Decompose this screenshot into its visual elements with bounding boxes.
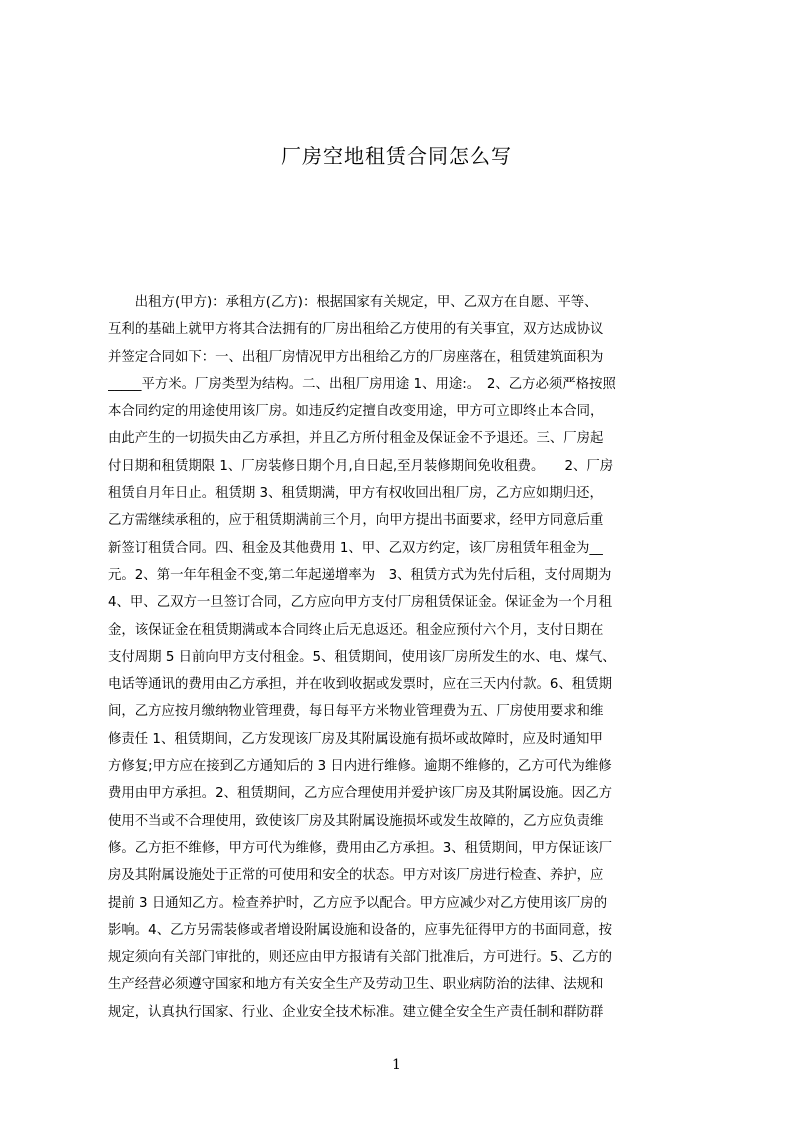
body-line: 出租方(甲方)：承租方(乙方)：根据国家有关规定，甲、乙双方在自愿、平等、: [108, 295, 598, 310]
body-line: 租赁自月年日止。租赁期 3、租赁期满，甲方有权收回出租厂房，乙方应如期归还，: [108, 486, 603, 502]
document-title: 厂房空地租赁合同怎么写: [281, 144, 512, 168]
body-line: 规定须向有关部门审批的，则还应由甲方报请有关部门批准后，方可进行。5、乙方的: [108, 950, 612, 966]
body-line: 电话等通讯的费用由乙方承担，并在收到收据或发票时，应在三天内付款。6、租赁期: [108, 677, 612, 693]
body-line: 由此产生的一切损失由乙方承担，并且乙方所付租金及保证金不予退还。三、厂房起: [108, 431, 604, 447]
body-line: _____平方米。厂房类型为结构。二、出租厂房用途 1、用途:。 2、乙方必须严格按照: [108, 376, 616, 392]
body-line: 新签订租赁合同。四、租金及其他费用 1、甲、乙双方约定，该厂房租赁年租金为__: [108, 540, 603, 556]
body-line: 金，该保证金在租赁期满或本合同终止后无息返还。租金应预付六个月，支付日期在: [108, 622, 604, 638]
body-line: 本合同约定的用途使用该厂房。如违反约定擅自改变用途，甲方可立即终止本合同，: [108, 404, 604, 420]
body-line: 间，乙方应按月缴纳物业管理费，每日每平方米物业管理费为五、厂房使用要求和维: [108, 704, 604, 720]
page-number: 1: [392, 1057, 401, 1073]
body-line: 影响。4、乙方另需装修或者增设附属设施和设备的，应事先征得甲方的书面同意，按: [108, 922, 612, 938]
body-line: 修责任 1、租赁期间，乙方发现该厂房及其附属设施有损坏或故障时，应及时通知甲: [108, 731, 603, 747]
body-line: 支付周期 5 日前向甲方支付租金。5、租赁期间，使用该厂房所发生的水、电、煤气、: [108, 649, 616, 665]
body-line: 互利的基础上就甲方将其合法拥有的厂房出租给乙方使用的有关事宜，双方达成协议: [108, 322, 604, 338]
body-line: 方修复;甲方应在接到乙方通知后的 3 日内进行维修。逾期不维修的，乙方可代为维修: [108, 759, 612, 775]
body-line: 房及其附属设施处于正常的可使用和安全的状态。甲方对该厂房进行检查、养护，应: [108, 868, 604, 884]
body-line: 费用由甲方承担。2、租赁期间，乙方应合理使用并爱护该厂房及其附属设施。因乙方: [108, 786, 612, 802]
body-line: 修。乙方拒不维修，甲方可代为维修，费用由乙方承担。3、租赁期间，甲方保证该厂: [108, 840, 612, 856]
body-line: 使用不当或不合理使用，致使该厂房及其附属设施损坏或发生故障的，乙方应负责维: [108, 813, 604, 829]
body-line: 生产经营必须遵守国家和地方有关安全生产及劳动卫生、职业病防治的法律、法规和: [108, 977, 604, 993]
body-line: 元。2、第一年年租金不变,第二年起递增率为 3、租赁方式为先付后租，支付周期为: [108, 567, 612, 583]
body-line: 规定，认真执行国家、行业、企业安全技术标准。建立健全安全生产责任制和群防群: [108, 1004, 604, 1020]
body-line: 4、甲、乙双方一旦签订合同，乙方应向甲方支付厂房租赁保证金。保证金为一个月租: [108, 595, 612, 611]
body-line: 乙方需继续承租的，应于租赁期满前三个月，向甲方提出书面要求，经甲方同意后重: [108, 513, 604, 529]
body-line: 并签定合同如下：一、出租厂房情况甲方出租给乙方的厂房座落在，租赁建筑面积为: [108, 349, 604, 365]
document-body: [108, 289, 698, 1024]
body-line: 付日期和租赁期限 1、厂房装修日期个月,自日起,至月装修期间免收租费。 2、厂房: [108, 458, 614, 474]
body-line: 提前 3 日通知乙方。检查养护时，乙方应予以配合。甲方应减少对乙方使用该厂房的: [108, 895, 608, 911]
